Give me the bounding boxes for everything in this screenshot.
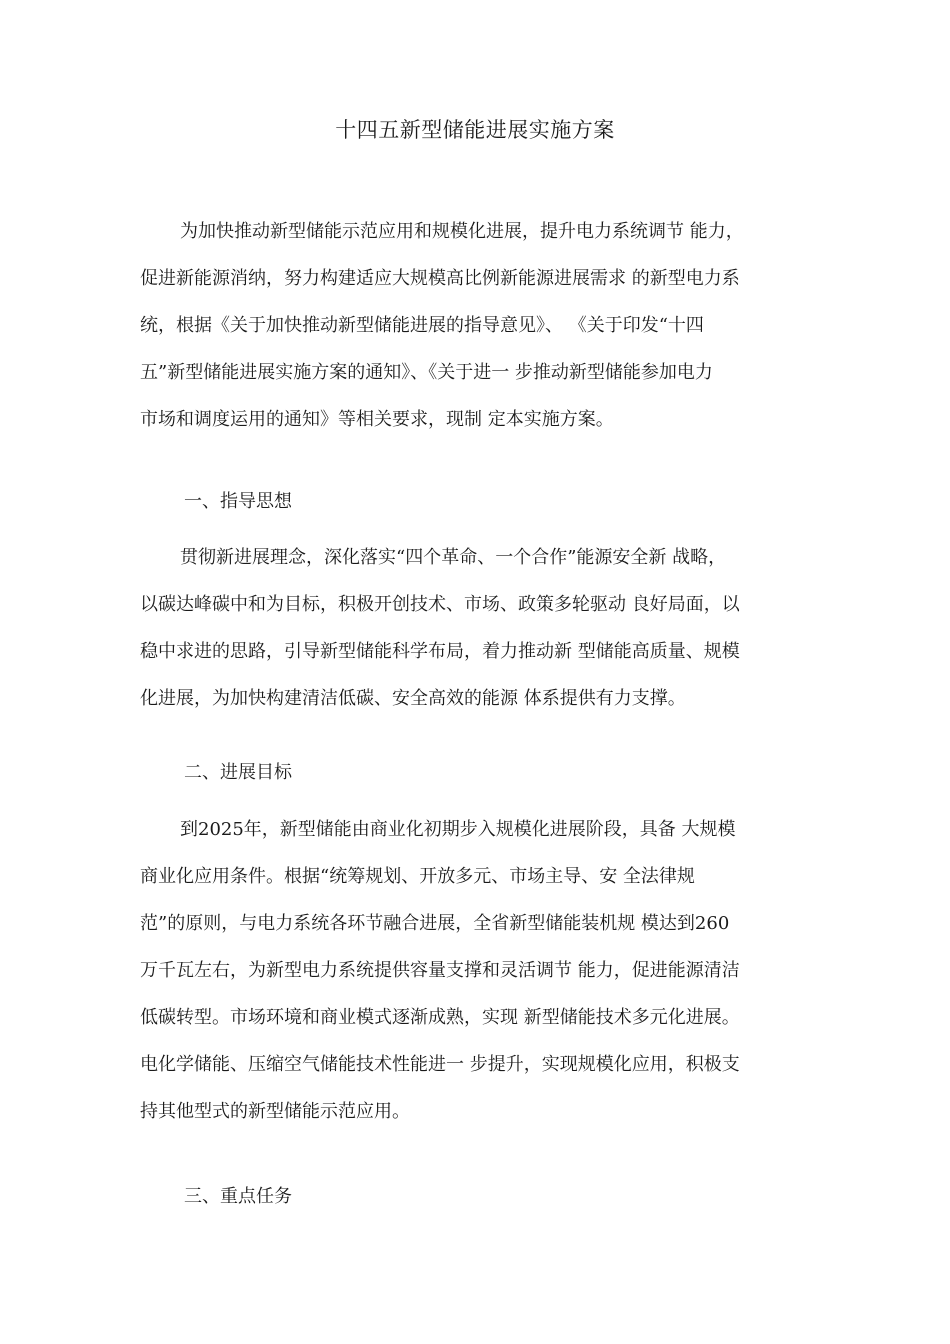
intro-line-4: 五”新型储能进展实施方案的通知》、《关于进一 步推动新型储能参加电力 <box>140 362 713 383</box>
intro-line-3: 统，根据《关于加快推动新型储能进展的指导意见》、 《关于印发“十四 <box>140 315 704 336</box>
section-heading-development-goals: 二、进展目标 <box>184 762 292 783</box>
section2-line-1: 到2025年，新型储能由商业化初期步入规模化进展阶段，具备 大规模 <box>180 819 736 840</box>
section1-line-4: 化进展，为加快构建清洁低碳、安全高效的能源 体系提供有力支撑。 <box>140 688 686 709</box>
guiding-thought-paragraph <box>140 534 830 722</box>
intro-line-2: 促进新能源消纳，努力构建适应大规模高比例新能源进展需求 的新型电力系 <box>140 268 740 289</box>
section1-line-3: 稳中求进的思路，引导新型储能科学布局，着力推动新 型储能高质量、规模 <box>140 641 740 662</box>
section1-line-2: 以碳达峰碳中和为目标，积极开创技术、市场、政策多轮驱动 良好局面，以 <box>140 594 740 615</box>
section1-line-1: 贯彻新进展理念，深化落实“四个革命、一个合作”能源安全新 战略， <box>180 547 727 568</box>
section2-line-4: 万千瓦左右，为新型电力系统提供容量支撑和灵活调节 能力，促进能源清洁 <box>140 960 740 981</box>
section2-line-7: 持其他型式的新型储能示范应用。 <box>140 1101 410 1122</box>
intro-paragraph <box>140 208 830 443</box>
section2-line-2: 商业化应用条件。根据“统筹规划、开放多元、市场主导、安 全法律规 <box>140 866 695 887</box>
section2-line-3: 范”的原则，与电力系统各环节融合进展，全省新型储能装机规 模达到260 <box>140 913 730 934</box>
development-goals-paragraph <box>140 806 830 1135</box>
document-title: 十四五新型储能进展实施方案 <box>335 118 615 142</box>
section2-line-5: 低碳转型。市场环境和商业模式逐渐成熟，实现 新型储能技术多元化进展。 <box>140 1007 740 1028</box>
section2-line-6: 电化学储能、压缩空气储能技术性能进一 步提升，实现规模化应用，积极支 <box>140 1054 740 1075</box>
intro-line-5: 市场和调度运用的通知》等相关要求，现制 定本实施方案。 <box>140 409 614 430</box>
section-heading-key-tasks: 三、重点任务 <box>184 1186 292 1207</box>
intro-line-1: 为加快推动新型储能示范应用和规模化进展，提升电力系统调节 能力， <box>180 221 744 242</box>
section-heading-guiding-thought: 一、指导思想 <box>184 491 292 512</box>
